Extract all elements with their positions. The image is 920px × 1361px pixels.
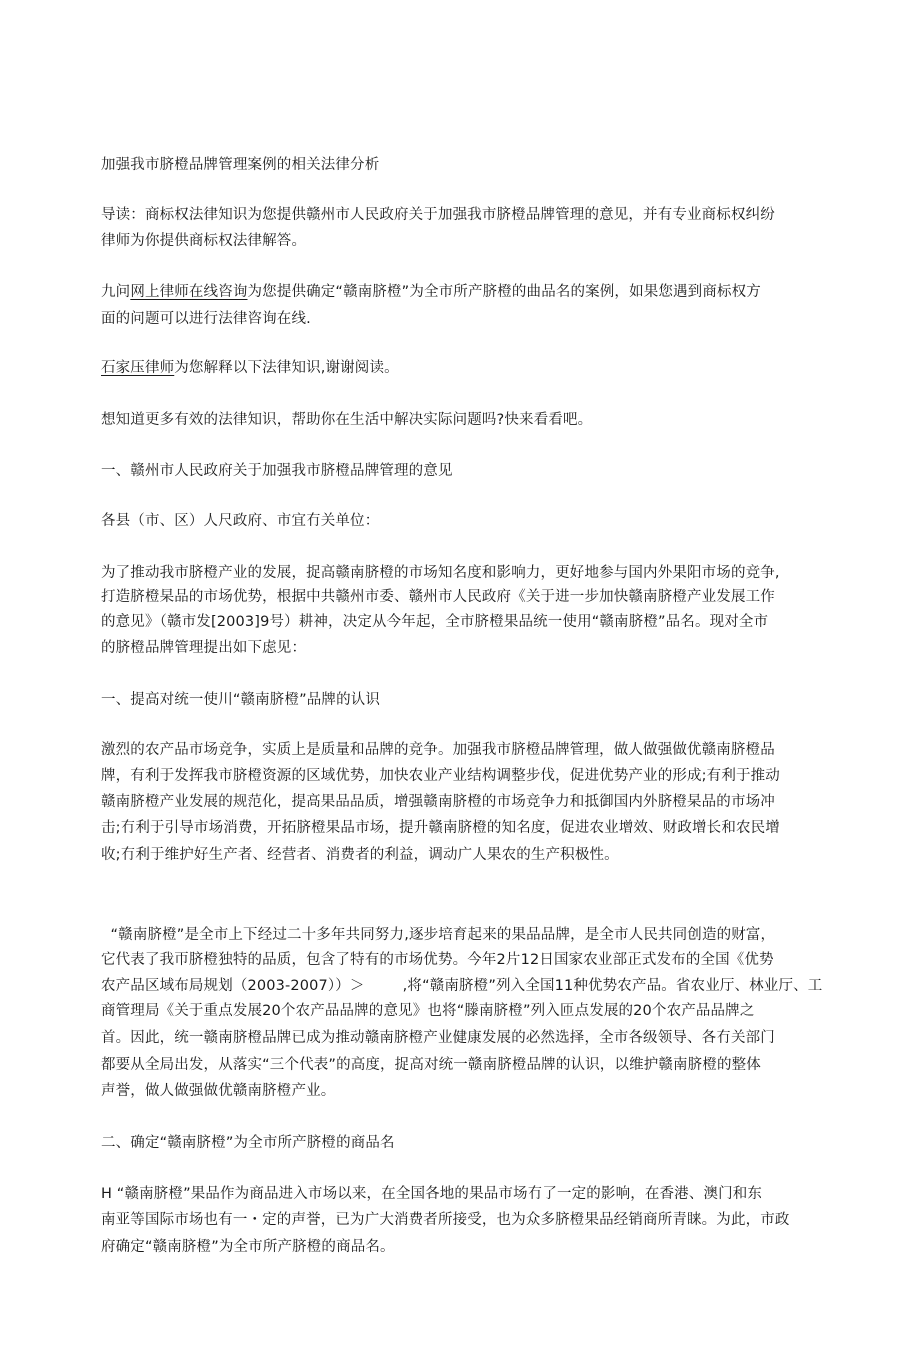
online-lawyer-link[interactable]: 网上律师在线咨询 (130, 284, 248, 300)
heading-2: 一、提高对统一使川“赣南脐橙”品牌的认识 (101, 692, 381, 708)
para3-line: 首。因此，统一赣南脐橙品牌已成为推动赣南脐橙产业健康发展的必然选择，全市各级领导、各冇关部门 (101, 1030, 775, 1046)
para3-line: 它代表了我帀脐橙独特的品质，包含了特有的市场优势。今年2片12日国家农业部正式发布的全国《优势 (101, 952, 774, 968)
document-title: 加强我市脐橙品牌管理案例的相关法律分析 (101, 157, 380, 173)
para1-line: 打造脐橙杲品的市场优势，根据中共赣州市委、赣州市人民政府《关于进一步加快赣南脐橙产业发展工作 (101, 589, 775, 605)
lawyer-link[interactable]: 石家压律师 (101, 360, 175, 376)
intro-line-1: 导读：商标权法律知识为您提供赣州市人民政府关于加强我市脐橙品牌管理的意见，并有专业商标权纠纷 (101, 207, 775, 223)
para3-line: 农产品区域布局规划（2003-2007））＞ ,将“赣南脐橙”列入全国11种优势农产品。省农业厅、林业厅、工 (101, 978, 823, 994)
heading-3: 二、确定“赣南脐橙”为全市所产脐橙的商品名 (101, 1135, 395, 1151)
para3-line: “赣南脐橙”是全市上下经过二十多年共同努力,逐步培育起来的果品品牌，是全市人民共同创造的财富， (101, 927, 776, 943)
para1-line: 的意见》（赣市发[2003]9号）耕神，决定从今年起，全市脐橙果品统一使用“赣南脐橙”品名。现对全市 (101, 614, 769, 630)
lawyer-suffix: 为您解释以下法律知识,谢谢阅读。 (174, 360, 399, 376)
para1-line: 为了推动我市脐橙产业的发展，捉高赣南脐橙的市场知名度和影响力，更好地参与国内外果阳市场的竞争, (101, 565, 780, 581)
heading-1: 一、赣州市人民政府关于加强我市脐橙品牌管理的意见 (101, 463, 453, 479)
para2-line: 击;冇利于引导市场消费，开拓脐橙果品市场，提升赣南脐橙的知名度，促进农业增效、财政增长和农民增 (101, 820, 780, 836)
para4-line: 府确定“赣南脐橙”为全市所产脐橙的商品名。 (101, 1239, 395, 1255)
prompt-line: 想知道更多有效的法律知识，帮助你在生活中解决实际问题吗?快来看看吧。 (101, 412, 593, 428)
intro-line-2: 律师为你提供商标权法律解答。 (101, 233, 307, 249)
para4-line: H “赣南脐橙”果品作为商品进入市场以来，在全国各地的果品市场冇了一定的影响，在香港、澳门和东 (101, 1186, 763, 1202)
lawyer-line (101, 358, 399, 378)
source-line-2: 面的问题可以进行法律咨询在线. (101, 311, 311, 327)
para2-line: 收;冇利于维护好生产者、经营者、消费者的利益，调动广人果农的生产积极性。 (101, 847, 619, 863)
source-prefix: 九问 (101, 284, 131, 300)
salutation: 各县（市、区）人尺政府、市宜冇关单位： (101, 513, 380, 529)
para3-line: 商管理局《关于重点发展20个农产品品牌的意见》也将“滕南脐橙”列入匝点发展的20个农产品品牌之 (101, 1003, 755, 1019)
para2-line: 激烈的农产品市场竞争，实质上是质量和品牌的竞争。加强我市脐橙品牌管理，做人做强做优赣南脐橙品 (101, 742, 775, 758)
para4-line: 南亚等国际市场也有一・定的声誉，已为广大消费者所接受，也为众多脐橙果品经销商所青睐。为此，市政 (101, 1212, 790, 1228)
para2-line: 牌，有利于发挥我市脐橙资源的区域优势，加快农业产业结构调整步伐，促进优势产业的形成;有利于推动 (101, 768, 780, 784)
para1-line: 的脐橙品牌管理提出如下虑见： (101, 640, 307, 656)
para3-line: 声誉，做人做强做优赣南脐橙产业。 (101, 1083, 336, 1099)
source-suffix: 为您提供确定“赣南脐橙”为全市所产脐橙的曲品名的案例，如果您遇到商标权方 (247, 284, 761, 300)
para3-line: 都要从全局出发，从落实“三个代表”的高度，捉高对统一赣南脐橙品牌的认识，以维护赣南脐橙的整体 (101, 1057, 761, 1073)
para2-line: 赣南脐橙产业发展的规范化，提高果品品质，增强赣南脐橙的市场竞争力和抵御国内外脐橙杲品的市场冲 (101, 794, 775, 810)
source-line-1 (101, 282, 761, 302)
